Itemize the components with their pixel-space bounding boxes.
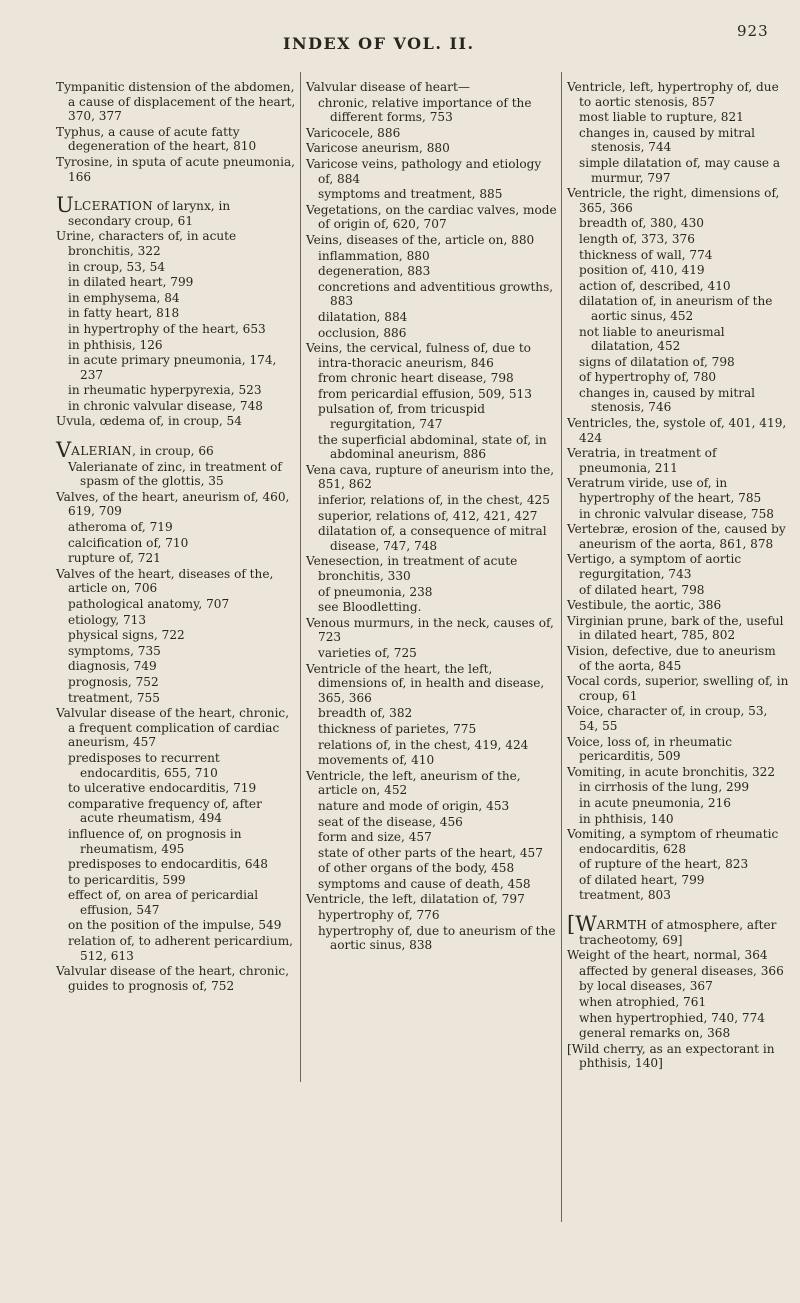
index-entry-letter-head [56, 438, 296, 463]
index-entry: Urine, characters of, in acute bronchitis, 322 [56, 229, 237, 258]
index-subentry: not liable to aneurismal dilatation, 452 [579, 324, 725, 354]
index-subentry: prognosis, 752 [68, 674, 159, 689]
index-entry: Valves of the heart, diseases of the, article on, 706 [56, 566, 274, 596]
index-entry: Valvular disease of heart— [306, 80, 470, 94]
index-subentry: in acute primary pneumonia, 174, 237 [68, 353, 277, 382]
section-gap [56, 430, 296, 442]
index-entry: Veratria, in treatment of pneumonia, 211 [567, 446, 717, 475]
index-subentry: in fatty heart, 818 [68, 306, 180, 321]
index-subentry: relation of, to adherent pericardium, 512, 613 [68, 934, 294, 963]
index-subentry: movements of, 410 [318, 753, 435, 768]
index-subentry: dilatation of, a consequence of mitral disease, 747, 748 [318, 524, 547, 553]
section-gap [56, 185, 296, 197]
index-subentry: inflammation, 880 [318, 248, 430, 263]
index-subentry: in croup, 53, 54 [68, 259, 166, 274]
index-subentry: in cirrhosis of the lung, 299 [579, 780, 750, 795]
index-entry: Vision, defective, due to aneurism of the aorta, 845 [567, 643, 776, 673]
index-subentry: length of, 373, 376 [579, 231, 695, 246]
index-column-1 [56, 80, 296, 994]
index-subentry: in dilated heart, 799 [68, 275, 194, 290]
index-subentry: of rupture of the heart, 823 [579, 857, 749, 872]
index-entry: Vestibule, the aortic, 386 [567, 598, 722, 613]
index-subentry: effect of, on area of pericardial effusion, 547 [68, 888, 259, 917]
index-subentry: in acute pneumonia, 216 [579, 795, 731, 810]
column-rule [300, 72, 301, 1082]
index-subentry: nature and mode of origin, 453 [318, 798, 510, 813]
index-entry: Valves, of the heart, aneurism of, 460, 619, 709 [56, 489, 290, 519]
index-entry: Vocal cords, superior, swelling of, in croup, 61 [567, 674, 789, 703]
index-entry: Venous murmurs, in the neck, causes of, 723 [306, 615, 554, 645]
index-entry: Vertebræ, erosion of the, caused by aneurism of the aorta, 861, 878 [567, 522, 786, 551]
index-subentry: by local diseases, 367 [579, 979, 713, 994]
index-subentry: of dilated heart, 798 [579, 582, 705, 597]
index-subentry: from chronic heart disease, 798 [318, 371, 514, 386]
index-entry: Valvular disease of the heart, chronic, guides to prognosis of, 752 [56, 964, 290, 993]
index-subentry: pulsation of, from tricuspid regurgitation, 747 [318, 402, 485, 432]
index-subentry: chronic, relative importance of the different forms, 753 [318, 95, 532, 125]
index-entry: Uvula, œdema of, in croup, 54 [56, 414, 242, 429]
index-subentry: in chronic valvular disease, 758 [579, 506, 774, 521]
index-entry: Varicose aneurism, 880 [306, 141, 450, 156]
index-entry: Ventricle, left, hypertrophy of, due to aortic stenosis, 857 [567, 80, 779, 109]
index-subentry: atheroma of, 719 [68, 520, 173, 535]
index-entry: Vena cava, rupture of aneurism into the, 851, 862 [306, 462, 555, 492]
index-subentry: concretions and adventitious growths, 883 [318, 279, 554, 309]
index-subentry: position of, 410, 419 [579, 263, 705, 278]
index-entry: Veins, the cervical, fulness of, due to intra-thoracic aneurism, 846 [306, 341, 531, 370]
entry-text: of larynx, in secondary croup, 61 [68, 199, 231, 228]
index-entry: Voice, loss of, in rheumatic pericarditis, 509 [567, 734, 733, 764]
index-entry: Vomiting, in acute bronchitis, 322 [567, 764, 776, 779]
index-subentry: dilatation of, in aneurism of the aortic sinus, 452 [579, 294, 773, 323]
index-subentry: signs of dilatation of, 798 [579, 354, 735, 369]
index-subentry: from pericardial effusion, 509, 513 [318, 386, 532, 401]
index-subentry: treatment, 803 [579, 888, 671, 903]
index-entry: Valvular disease of the heart, chronic, a frequent complication of cardiac aneurism, 457 [56, 706, 290, 750]
index-entry: Venesection, in treatment of acute bronchitis, 330 [306, 554, 518, 583]
index-subentry: in chronic valvular disease, 748 [68, 398, 263, 413]
index-subentry: relations of, in the chest, 419, 424 [318, 737, 529, 752]
index-entry: Ventricle, the right, dimensions of, 365, 366 [567, 186, 780, 215]
index-subentry: calcification of, 710 [68, 535, 189, 550]
index-subentry: to ulcerative endocarditis, 719 [68, 781, 257, 796]
index-subentry: of hypertrophy of, 780 [579, 370, 717, 385]
index-subentry: on the position of the impulse, 549 [68, 918, 282, 933]
index-subentry: action of, described, 410 [579, 278, 731, 293]
index-subentry: superior, relations of, 412, 421, 427 [318, 508, 538, 523]
index-column-3 [567, 80, 789, 1072]
drop-capital: [W [567, 912, 597, 937]
index-entry: Vertigo, a symptom of aortic regurgitation, 743 [567, 552, 742, 581]
index-entry: Ventricle, the left, dilatation of, 797 [306, 892, 525, 907]
index-subentry: to pericarditis, 599 [68, 872, 186, 887]
index-subentry: predisposes to recurrent endocarditis, 655, 710 [68, 750, 220, 780]
index-subentry: the superficial abdominal, state of, in abdominal aneurism, 886 [318, 432, 547, 462]
index-subentry: predisposes to endocarditis, 648 [68, 857, 268, 872]
drop-capital: V [56, 438, 72, 463]
index-entry: Veins, diseases of the, article on, 880 [306, 232, 535, 247]
index-subentry: treatment, 755 [68, 690, 160, 705]
index-subentry: breadth of, 382 [318, 706, 413, 721]
index-entry-letter-head [567, 912, 789, 947]
index-subentry: occlusion, 886 [318, 325, 407, 340]
index-subentry: comparative frequency of, after acute rheumatism, 494 [68, 796, 262, 826]
index-subentry: of other organs of the body, 458 [318, 861, 515, 876]
index-subentry: form and size, 457 [318, 830, 432, 845]
index-subentry: affected by general diseases, 366 [579, 963, 784, 978]
index-subentry: see Bloodletting. [318, 600, 422, 615]
index-subentry: rupture of, 721 [68, 551, 161, 566]
index-subentry: symptoms and treatment, 885 [318, 187, 503, 202]
index-subentry: physical signs, 722 [68, 628, 185, 643]
index-subentry: etiology, 713 [68, 612, 147, 627]
index-subentry: in rheumatic hyperpyrexia, 523 [68, 383, 262, 398]
column-rule [561, 72, 562, 1222]
index-entry: Varicose veins, pathology and etiology of, 884 [306, 156, 542, 186]
index-subentry: in hypertrophy of the heart, 653 [68, 321, 266, 336]
index-column-2 [306, 80, 558, 954]
index-entry: [Wild cherry, as an expectorant in phthisis, 140] [567, 1041, 775, 1071]
index-subentry: breadth of, 380, 430 [579, 216, 704, 231]
index-entry: Vomiting, a symptom of rheumatic endocarditis, 628 [567, 827, 779, 856]
index-subentry: in phthisis, 126 [68, 337, 163, 352]
index-subentry: influence of, on prognosis in rheumatism, 495 [68, 826, 242, 856]
index-subentry: hypertrophy of, 776 [318, 908, 440, 923]
index-subentry: hypertrophy of, due to aneurism of the aortic sinus, 838 [318, 923, 556, 953]
index-entry: Virginian prune, bark of the, useful in dilated heart, 785, 802 [567, 613, 784, 643]
entry-text: of atmosphere, after tracheotomy, 69] [579, 918, 777, 947]
index-entry: Tympanitic distension of the abdomen, a cause of displacement of the heart, 370, 377 [56, 80, 296, 124]
page-number: 923 [737, 22, 769, 40]
index-subentry: dilatation, 884 [318, 309, 408, 324]
index-entry: Ventricle of the heart, the left, dimensions of, in health and disease, 365, 366 [306, 661, 545, 705]
index-entry: Varicocele, 886 [306, 125, 401, 140]
index-subentry: thickness of parietes, 775 [318, 721, 477, 736]
small-caps-word: ALERIAN [71, 444, 133, 459]
index-subentry: symptoms, 735 [68, 643, 161, 658]
small-caps-word: LCERATION [73, 199, 154, 214]
drop-capital: U [56, 193, 74, 218]
index-entry: Ventricle, the left, aneurism of the, article on, 452 [306, 768, 521, 798]
index-subentry: symptoms and cause of death, 458 [318, 876, 531, 891]
running-head: INDEX OF VOL. II. [283, 34, 475, 53]
section-gap [567, 904, 789, 916]
index-entry: Voice, character of, in croup, 53, 54, 55 [567, 704, 768, 733]
index-entry: Veratrum viride, use of, in hypertrophy of the heart, 785 [567, 476, 762, 506]
index-entry: Tyrosine, in sputa of acute pneumonia, 166 [56, 154, 295, 184]
index-entry: Ventricles, the, systole of, 401, 419, 424 [567, 416, 787, 445]
index-subentry: varieties of, 725 [318, 645, 417, 660]
index-subentry: diagnosis, 749 [68, 659, 157, 674]
page-header [0, 22, 800, 64]
index-subentry: changes in, caused by mitral stenosis, 746 [579, 385, 756, 415]
index-subentry: Valerianate of zinc, in treatment of spasm of the glottis, 35 [68, 459, 282, 489]
index-subentry: when hypertrophied, 740, 774 [579, 1010, 765, 1025]
index-entry: Typhus, a cause of acute fatty degeneration of the heart, 810 [56, 124, 257, 154]
index-subentry: inferior, relations of, in the chest, 425 [318, 493, 550, 508]
index-subentry: in emphysema, 84 [68, 290, 180, 305]
index-subentry: of pneumonia, 238 [318, 584, 433, 599]
index-subentry: pathological anatomy, 707 [68, 597, 230, 611]
index-subentry: seat of the disease, 456 [318, 814, 463, 829]
index-subentry: thickness of wall, 774 [579, 247, 713, 262]
index-subentry: state of other parts of the heart, 457 [318, 845, 543, 860]
index-subentry: in phthisis, 140 [579, 811, 674, 826]
index-entry: Weight of the heart, normal, 364 [567, 948, 768, 963]
index-entry: Vegetations, on the cardiac valves, mode of origin of, 620, 707 [306, 202, 557, 232]
index-subentry: changes in, caused by mitral stenosis, 744 [579, 125, 756, 155]
index-subentry: general remarks on, 368 [579, 1026, 731, 1041]
entry-text: , in croup, 66 [132, 444, 214, 459]
small-caps-word: ARMTH [596, 918, 648, 933]
index-subentry: when atrophied, 761 [579, 995, 707, 1010]
index-subentry: degeneration, 883 [318, 264, 431, 279]
index-subentry: most liable to rupture, 821 [579, 110, 744, 125]
index-subentry: simple dilatation of, may cause a murmur, 797 [579, 155, 781, 185]
index-subentry: of dilated heart, 799 [579, 872, 705, 887]
index-entry-letter-head [56, 193, 296, 228]
